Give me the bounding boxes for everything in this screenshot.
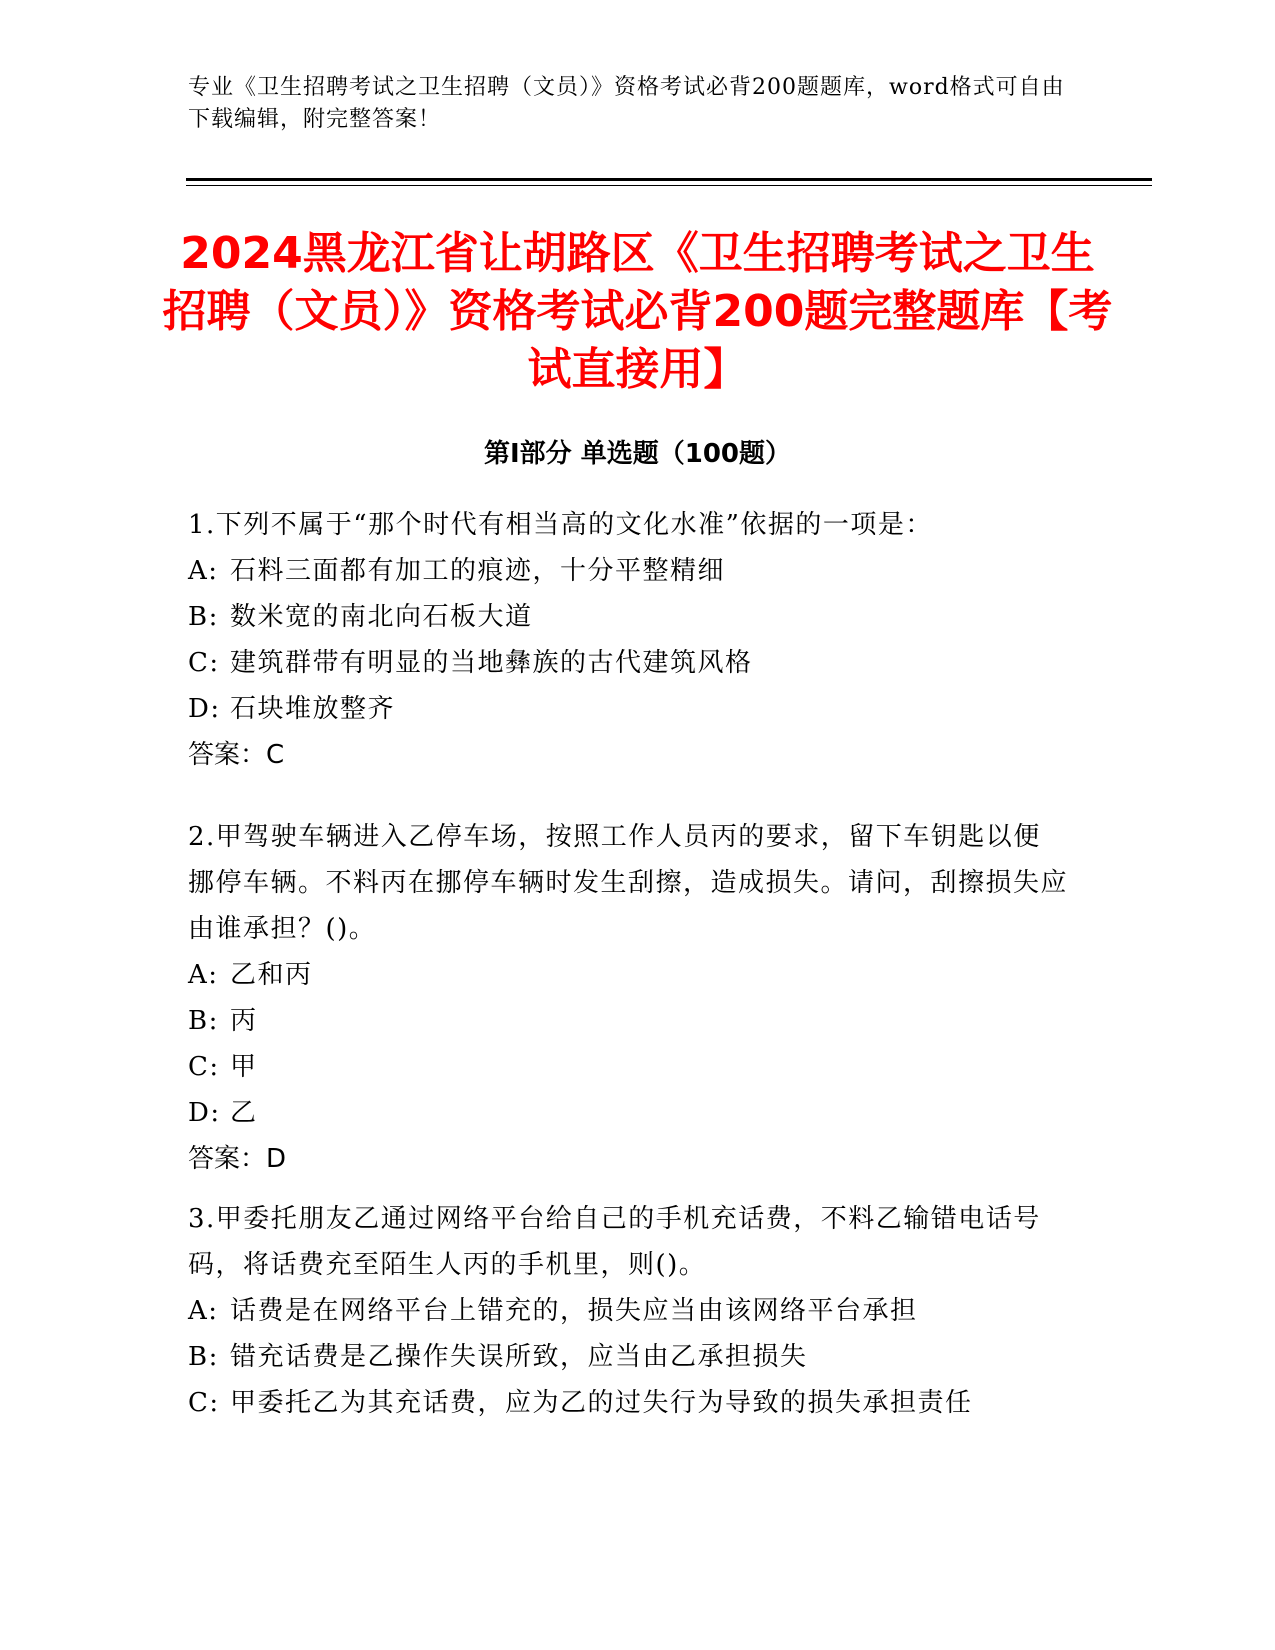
- option-letter: D:: [188, 1098, 221, 1128]
- answer: 答案：C: [188, 740, 285, 770]
- option-text: 数米宽的南北向石板大道: [230, 602, 533, 632]
- question-stem: 3.甲委托朋友乙通过网络平台给自己的手机充话费，不料乙输错电话号码，将话费充至陌生人丙的手机里，则()。: [188, 1204, 1041, 1280]
- option-letter: B:: [188, 1342, 219, 1372]
- option-letter: B:: [188, 1006, 219, 1036]
- option-d: [188, 686, 1068, 732]
- option-letter: A:: [188, 1296, 219, 1326]
- option-c: [188, 640, 1068, 686]
- option-a: [188, 548, 1068, 594]
- question-2: [188, 814, 1068, 1182]
- option-text: 石料三面都有加工的痕迹，十分平整精细: [230, 556, 726, 586]
- option-b: [188, 1334, 1068, 1380]
- option-letter: B:: [188, 602, 219, 632]
- option-text: 错充话费是乙操作失误所致，应当由乙承担损失: [230, 1342, 808, 1372]
- question-stem: 2.甲驾驶车辆进入乙停车场，按照工作人员丙的要求，留下车钥匙以便挪停车辆。不料丙在挪停车辆时发生刮擦，造成损失。请问，刮擦损失应由谁承担？()。: [188, 822, 1069, 944]
- option-a: [188, 952, 1068, 998]
- option-a: [188, 1288, 1068, 1334]
- option-c: [188, 1380, 1068, 1426]
- option-text: 乙和丙: [230, 960, 313, 990]
- question-stem: 1.下列不属于“那个时代有相当高的文化水准”依据的一项是：: [188, 510, 933, 540]
- header-rule-thin: [186, 185, 1152, 186]
- option-text: 丙: [230, 1006, 258, 1036]
- option-b: [188, 594, 1068, 640]
- document-title: 2024黑龙江省让胡路区《卫生招聘考试之卫生招聘（文员）》资格考试必背200题完整题库【考试直接用】: [162, 228, 1113, 395]
- option-letter: A:: [188, 960, 219, 990]
- option-text: 甲委托乙为其充话费，应为乙的过失行为导致的损失承担责任: [230, 1388, 973, 1418]
- option-letter: A:: [188, 556, 219, 586]
- option-text: 石块堆放整齐: [230, 694, 396, 724]
- option-text: 建筑群带有明显的当地彝族的古代建筑风格: [230, 648, 753, 678]
- header-note: 专业《卫生招聘考试之卫生招聘（文员）》资格考试必背200题题库，word格式可自由下载编辑，附完整答案！: [188, 75, 1065, 132]
- question-1: [188, 502, 1068, 778]
- option-b: [188, 998, 1068, 1044]
- answer: 答案：D: [188, 1144, 287, 1174]
- option-letter: C:: [188, 648, 220, 678]
- option-text: 甲: [230, 1052, 258, 1082]
- option-letter: C:: [188, 1388, 220, 1418]
- option-letter: C:: [188, 1052, 220, 1082]
- option-d: [188, 1090, 1068, 1136]
- option-text: 话费是在网络平台上错充的，损失应当由该网络平台承担: [230, 1296, 918, 1326]
- section-title: 第Ⅰ部分 单选题（100题）: [484, 439, 791, 469]
- question-3: [188, 1196, 1068, 1426]
- option-letter: D:: [188, 694, 221, 724]
- option-c: [188, 1044, 1068, 1090]
- option-text: 乙: [230, 1098, 258, 1128]
- header-rule-thick: [186, 178, 1152, 181]
